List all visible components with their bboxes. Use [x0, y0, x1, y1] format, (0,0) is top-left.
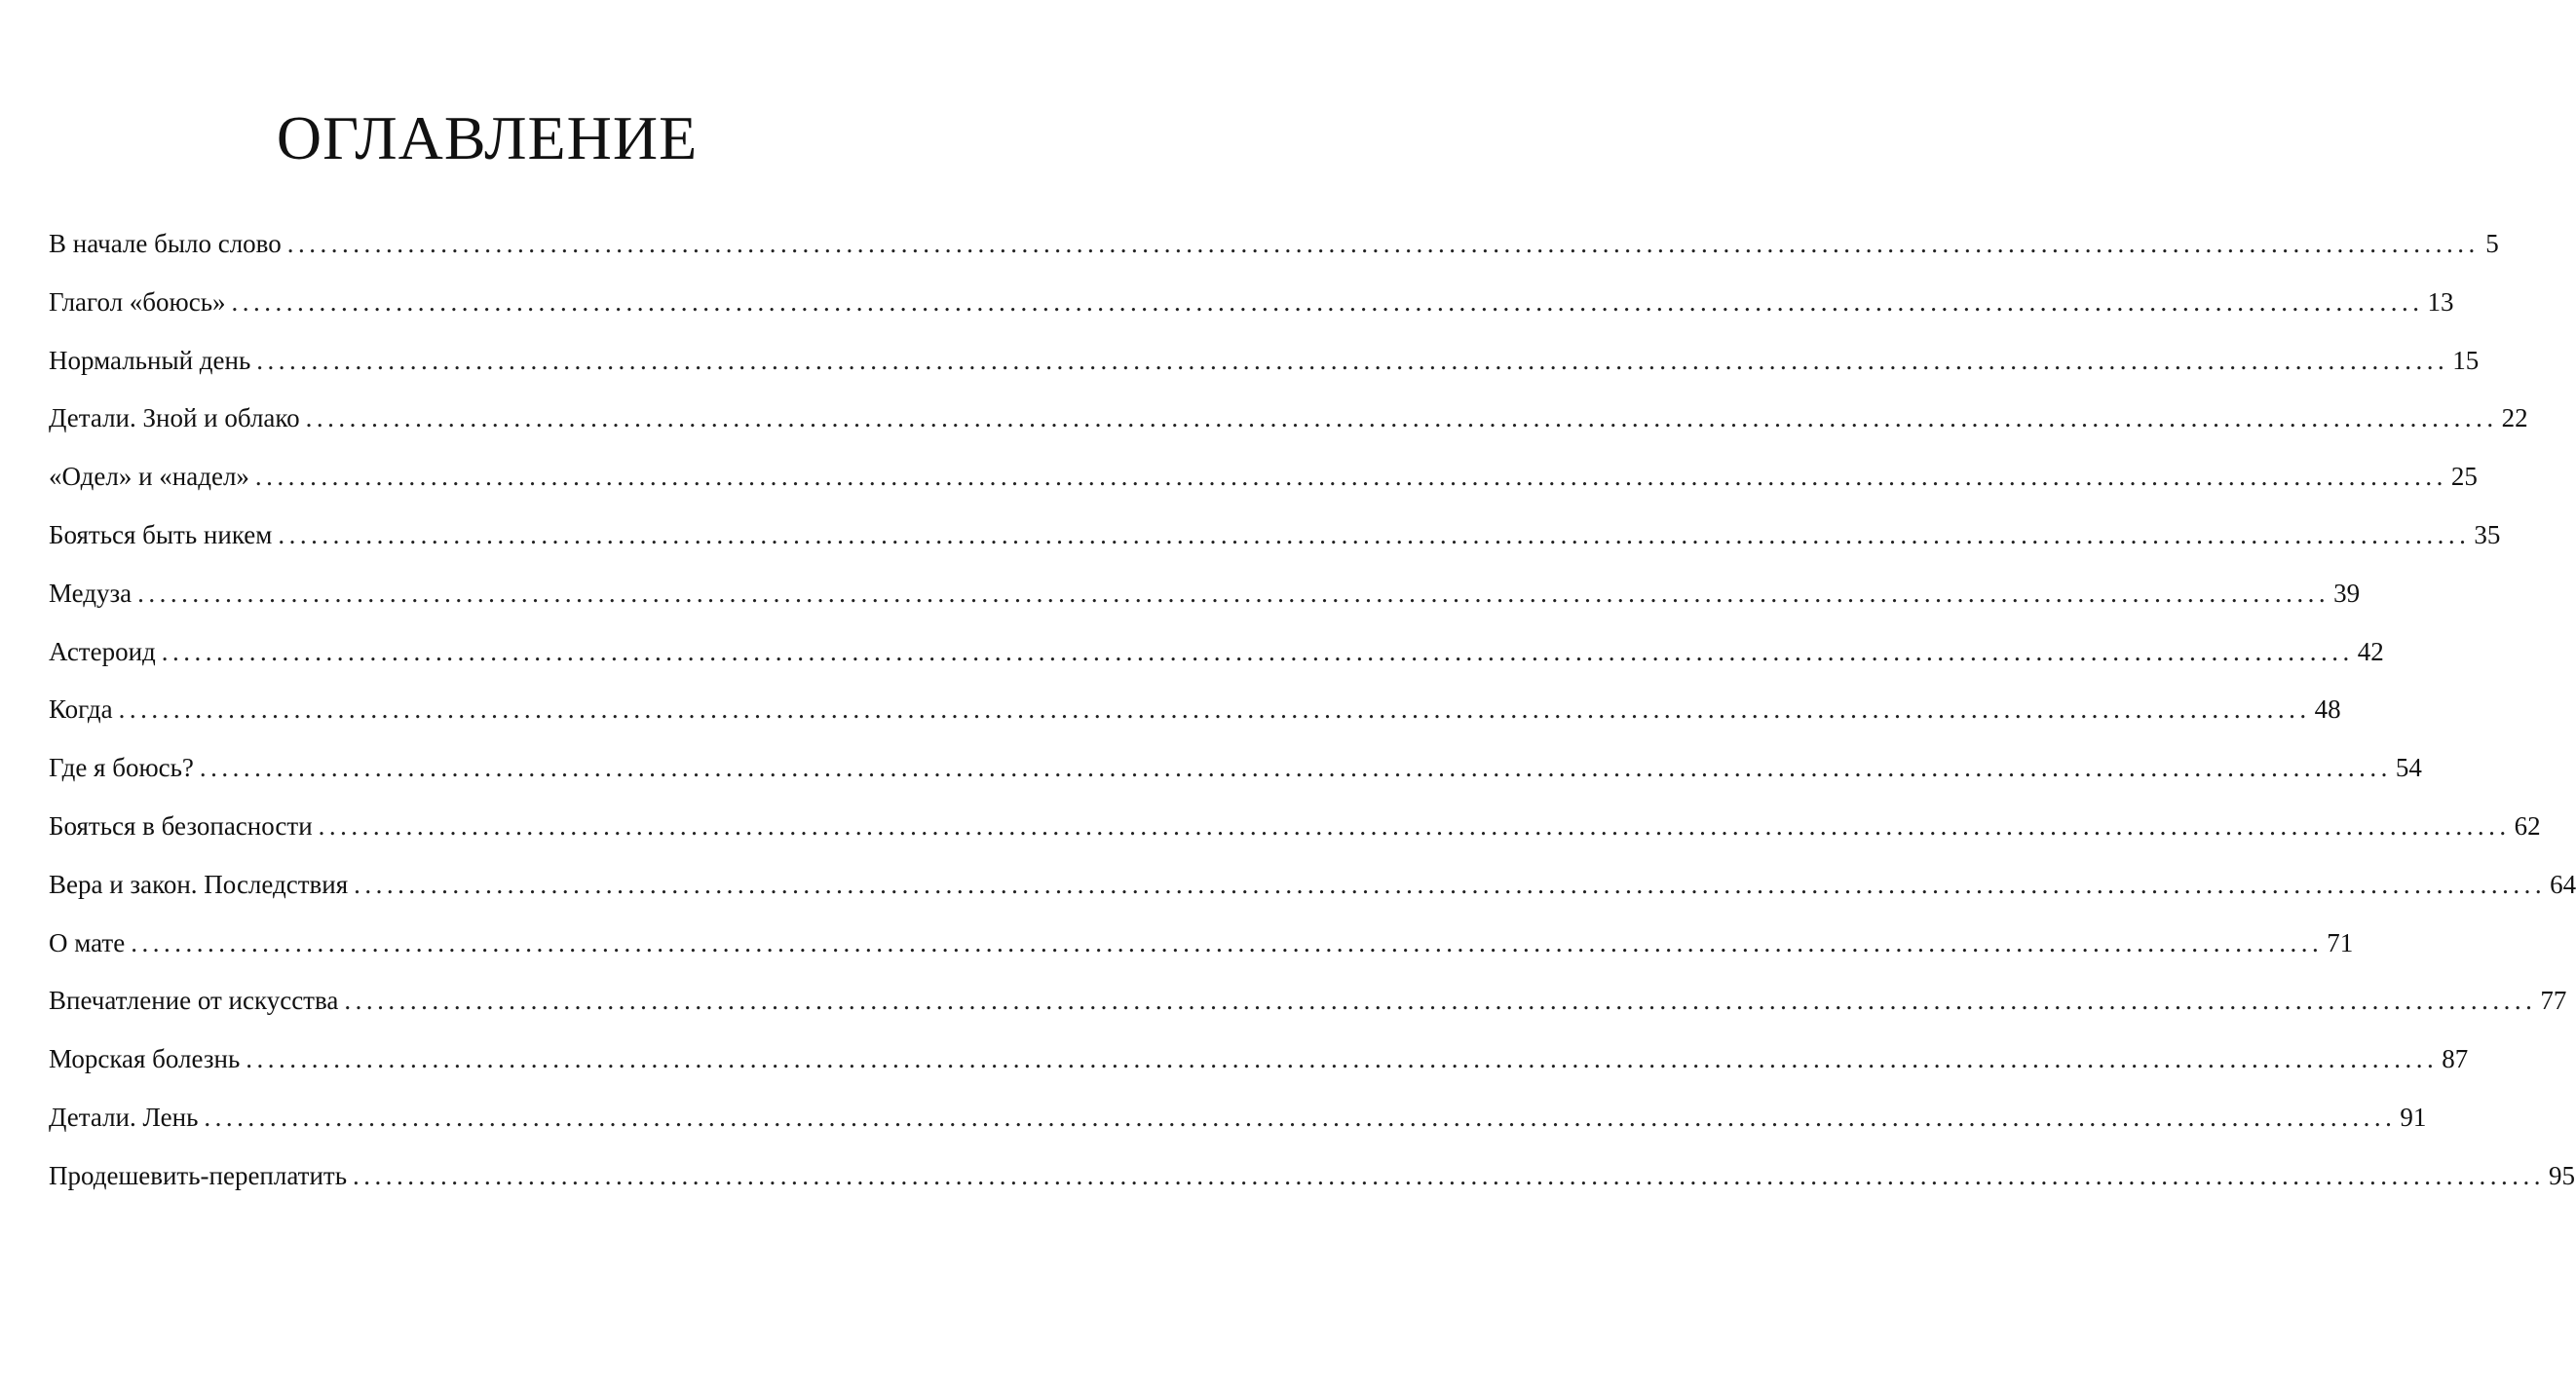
toc-entry — [49, 224, 2499, 282]
toc-entry-title: Впечатление от искусства — [49, 986, 339, 1016]
toc-entry-title: Где я боюсь? — [49, 753, 194, 783]
toc-entry — [49, 632, 2384, 691]
toc-entry-page: 13 — [2427, 286, 2454, 317]
toc-entry-page: 22 — [2501, 403, 2528, 433]
dot-leader: ........................................................................................................................................................................................................ — [286, 229, 2480, 258]
dot-leader: ........................................................................................................................................................................................................ — [354, 869, 2547, 899]
toc-entry — [49, 1098, 2427, 1156]
toc-entry-page: 54 — [2395, 753, 2422, 783]
dot-leader: ........................................................................................................................................................................................................ — [231, 286, 2424, 317]
toc-entry — [49, 748, 2422, 806]
dot-leader: ........................................................................................................................................................................................................ — [199, 753, 2392, 783]
toc-entry-page: 71 — [2327, 927, 2354, 957]
toc-entry-page: 95 — [2549, 1160, 2576, 1190]
dot-leader: ........................................................................................................................................................................................................ — [305, 403, 2498, 433]
toc-entry — [49, 282, 2454, 341]
toc-entry-page: 77 — [2540, 986, 2567, 1016]
dot-leader: ........................................................................................................................................................................................................ — [246, 1044, 2439, 1074]
dot-leader: ........................................................................................................................................................................................................ — [344, 986, 2537, 1016]
dot-leader: ........................................................................................................................................................................................................ — [254, 462, 2447, 492]
toc-entry — [49, 865, 2576, 923]
toc-entry — [49, 574, 2361, 632]
toc-entry — [49, 806, 2541, 865]
toc-entry-page: 42 — [2357, 636, 2384, 666]
toc-entry-title: Морская болезнь — [49, 1044, 241, 1074]
dot-leader: ........................................................................................................................................................................................................ — [137, 578, 2330, 608]
dot-leader: ........................................................................................................................................................................................................ — [278, 519, 2471, 549]
dot-leader: ........................................................................................................................................................................................................ — [318, 810, 2511, 841]
toc-entry — [49, 457, 2478, 515]
toc-entry-title: О мате — [49, 927, 126, 957]
dot-leader: ........................................................................................................................................................................................................ — [131, 927, 2324, 957]
page-title: ОГЛАВЛЕНИЕ — [276, 103, 699, 172]
toc-entry — [49, 398, 2528, 457]
toc-entry-title: Детали. Лень — [49, 1102, 199, 1132]
toc-entry-title: Детали. Зной и облако — [49, 403, 300, 433]
toc-entry — [49, 1156, 2576, 1215]
toc-entry-page: 39 — [2333, 578, 2361, 608]
toc-entry-title: Нормальный день — [49, 345, 251, 375]
toc-entry — [49, 515, 2501, 574]
dot-leader: ........................................................................................................................................................................................................ — [161, 636, 2354, 666]
toc-entry — [49, 1039, 2469, 1098]
toc-entry-title: Медуза — [49, 578, 133, 608]
toc-entry — [49, 981, 2567, 1039]
table-of-contents — [49, 224, 2576, 1215]
toc-entry-page: 15 — [2452, 345, 2480, 375]
toc-entry-page: 35 — [2474, 519, 2501, 549]
toc-entry-title: Астероид — [49, 636, 156, 666]
toc-entry-title: Когда — [49, 694, 113, 725]
dot-leader: ........................................................................................................................................................................................................ — [353, 1160, 2546, 1190]
toc-entry-title: Глагол «боюсь» — [49, 286, 226, 317]
toc-entry-title: «Одел» и «надел» — [49, 462, 249, 492]
toc-entry-page: 91 — [2400, 1102, 2427, 1132]
toc-entry-page: 64 — [2550, 869, 2576, 899]
toc-entry-title: Продешевить-переплатить — [49, 1160, 348, 1190]
toc-entry-title: Вера и закон. Последствия — [49, 869, 349, 899]
toc-entry-title: Бояться в безопасности — [49, 810, 313, 841]
toc-entry — [49, 690, 2341, 748]
toc-entry-page: 87 — [2442, 1044, 2469, 1074]
toc-entry-page: 48 — [2314, 694, 2341, 725]
toc-entry-page: 62 — [2514, 810, 2541, 841]
dot-leader: ........................................................................................................................................................................................................ — [204, 1102, 2397, 1132]
toc-entry — [49, 923, 2354, 982]
toc-entry — [49, 341, 2480, 399]
dot-leader: ........................................................................................................................................................................................................ — [256, 345, 2449, 375]
dot-leader: ........................................................................................................................................................................................................ — [118, 694, 2311, 725]
toc-entry-page: 5 — [2485, 229, 2499, 258]
toc-entry-title: Бояться быть никем — [49, 519, 273, 549]
toc-entry-page: 25 — [2450, 462, 2478, 492]
toc-entry-title: В начале было слово — [49, 229, 282, 258]
